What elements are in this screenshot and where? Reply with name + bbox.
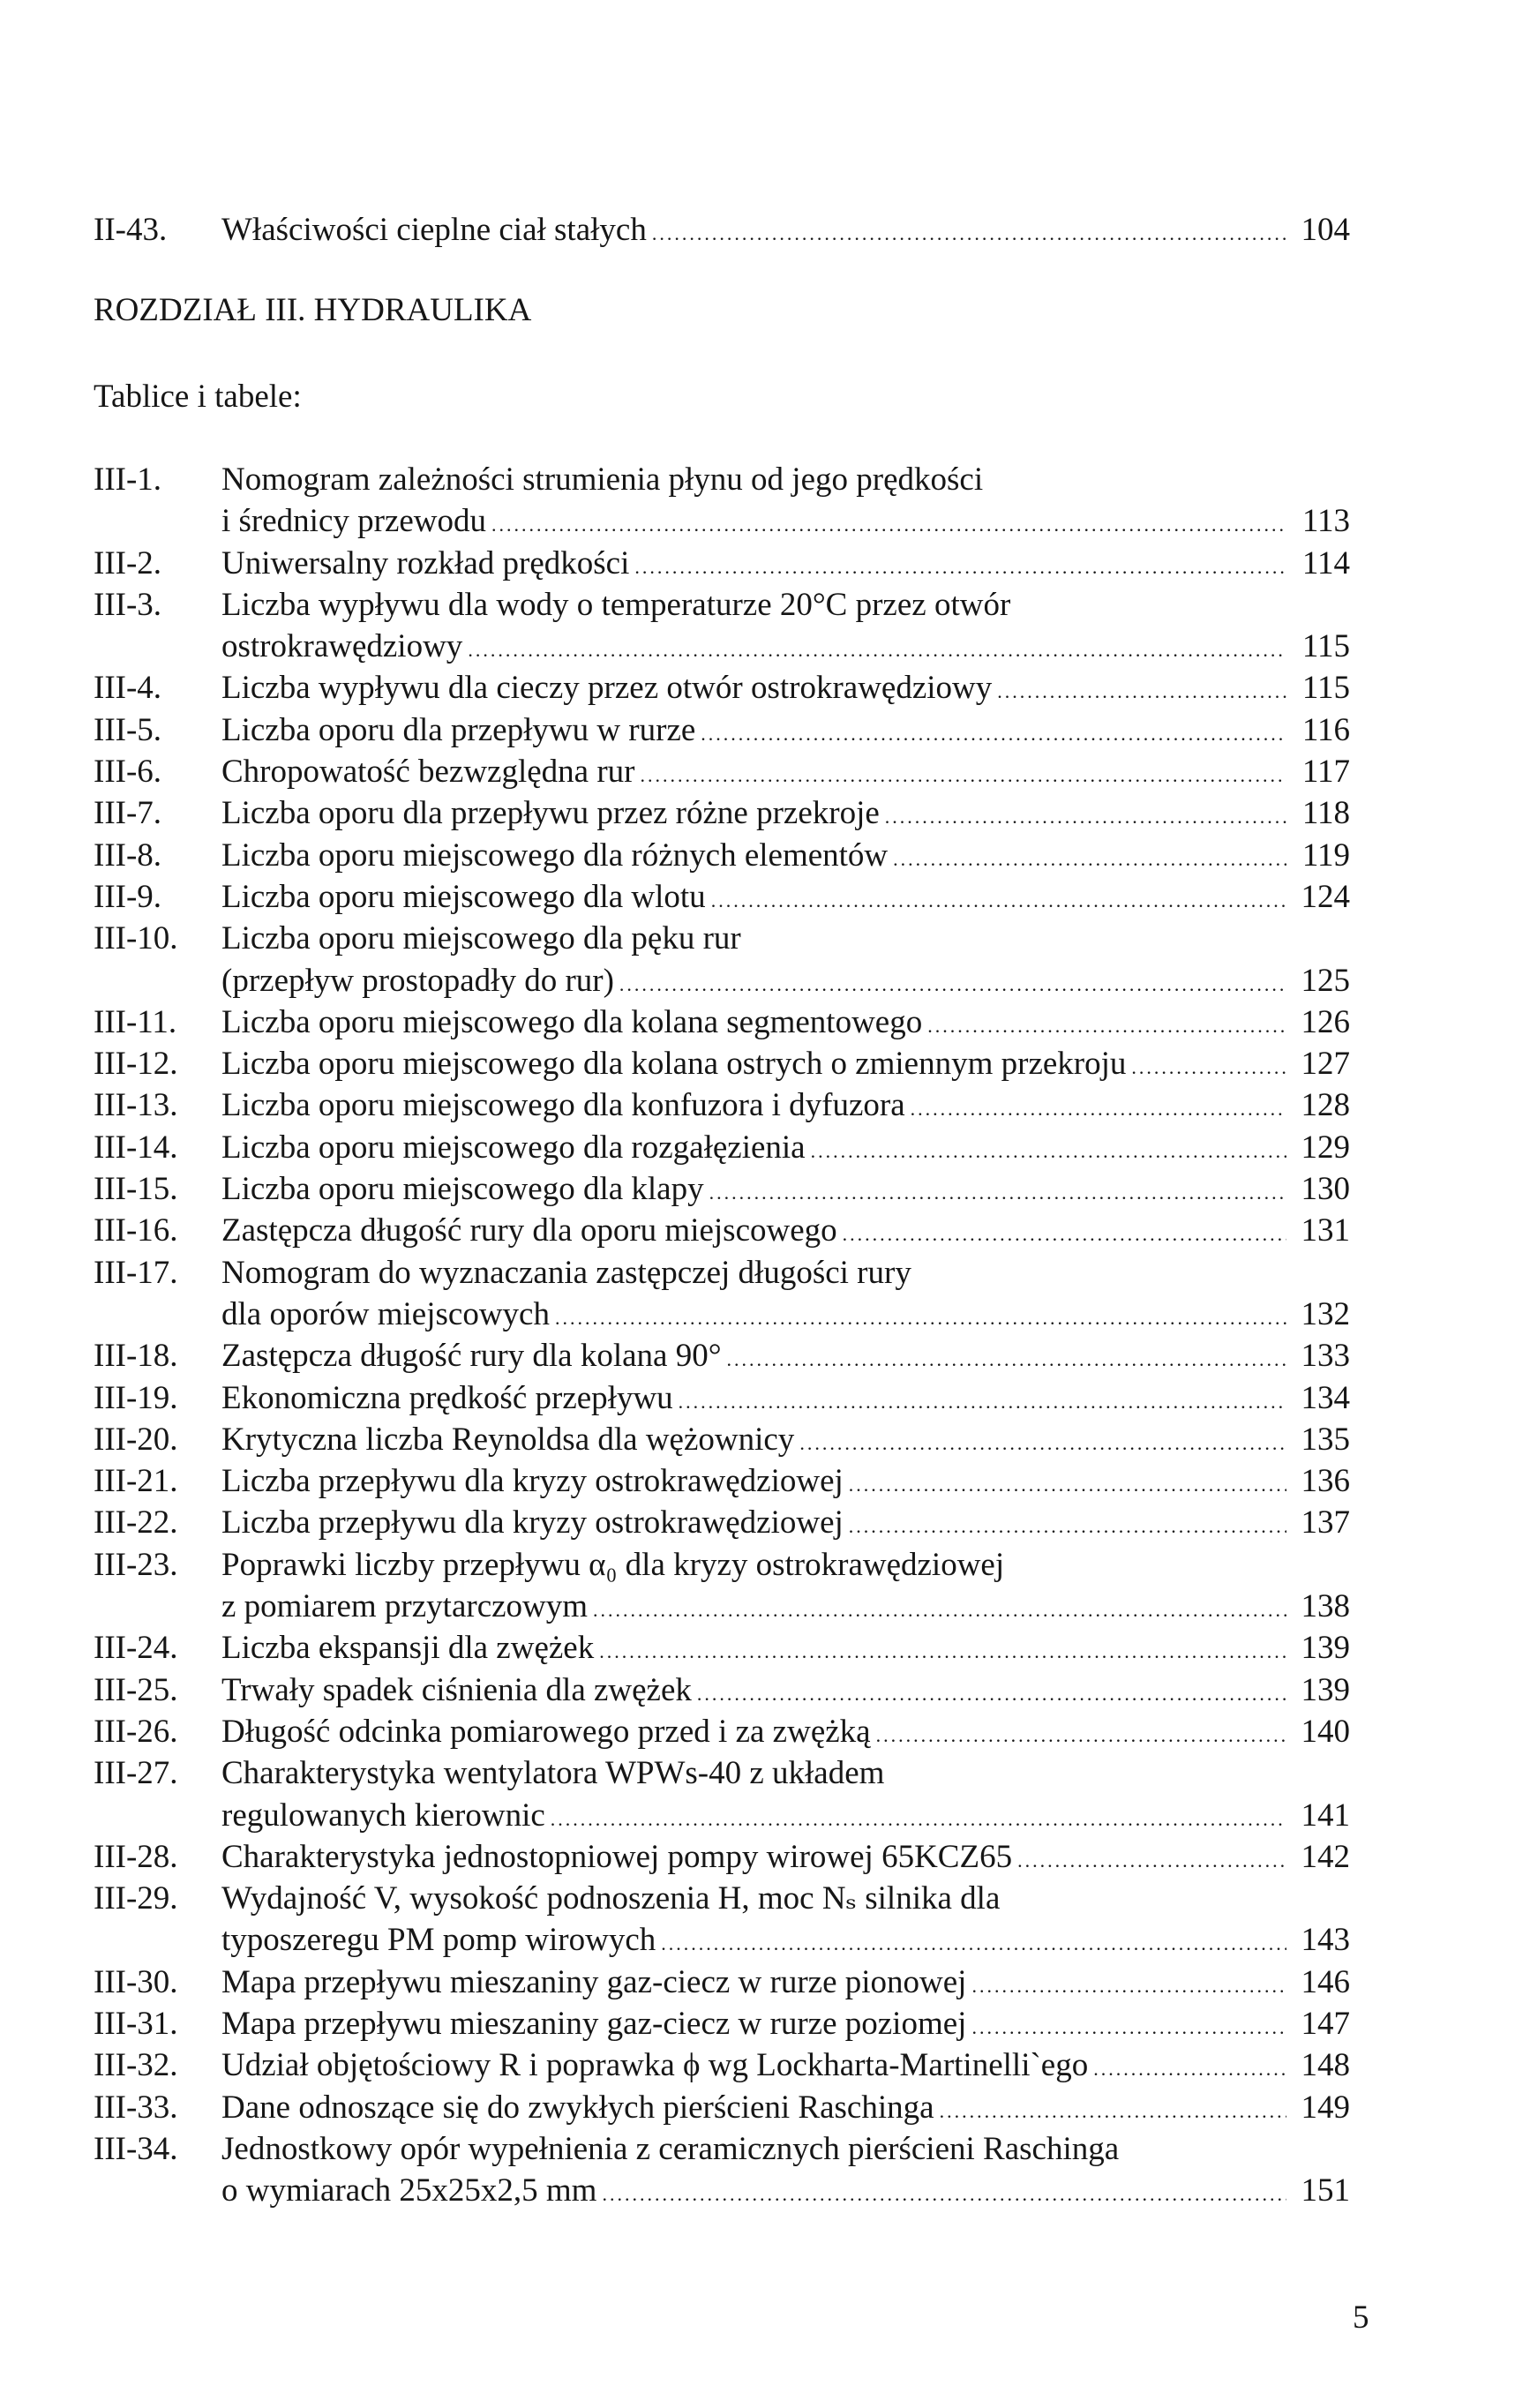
toc-entry [94, 1419, 1350, 1460]
entry-title: Liczba oporu miejscowego dla klapy [221, 1171, 704, 1208]
entry-title: Zastępcza długość rury dla kolana 90° [221, 1338, 722, 1375]
entry-id: III-7. [94, 795, 162, 832]
toc-entry [94, 2087, 1350, 2128]
entry-id: III-29. [94, 1880, 178, 1917]
entry-page: 116 [1301, 711, 1350, 748]
dot-leader [885, 796, 1286, 837]
entry-page: 146 [1301, 1963, 1350, 2000]
toc-entry [94, 1043, 1350, 1084]
entry-id: III-18. [94, 1338, 178, 1375]
dot-leader [599, 1631, 1286, 1672]
toc-entry [94, 1460, 1350, 1502]
entry-title: Liczba oporu miejscowego dla wlotu [221, 878, 706, 915]
dot-leader [1093, 2048, 1286, 2089]
dot-leader [709, 1172, 1286, 1213]
entry-id: III-15. [94, 1171, 178, 1208]
entry-title: Wydajność V, wysokość podnoszenia H, moc Nₛ silnika dla [221, 1880, 1001, 1917]
dot-leader [679, 1381, 1286, 1422]
toc-line [94, 1669, 1350, 1711]
entry-title: Mapa przepływu mieszaniny gaz-ciecz w rurze poziomej [221, 2005, 967, 2042]
entry-title: Liczba wypływu dla wody o temperaturze 20°C przez otwór [221, 586, 1011, 623]
entry-page: 115 [1301, 628, 1350, 665]
toc-line [94, 835, 1350, 876]
entry-id: III-21. [94, 1463, 178, 1500]
entry-id: III-34. [94, 2130, 178, 2167]
toc-line [94, 709, 1350, 751]
dot-leader [619, 964, 1286, 1005]
toc-line [94, 1544, 1350, 1586]
toc-line [94, 1627, 1350, 1669]
entry-title: Chropowatość bezwzględna rur [221, 754, 635, 791]
dot-leader [876, 1714, 1286, 1756]
toc-list [94, 459, 1350, 2211]
subheading-text: Tablice i tabele: [94, 379, 302, 415]
dot-leader [799, 1422, 1286, 1464]
entry-page: 128 [1301, 1087, 1350, 1124]
entry-title: Uniwersalny rozkład prędkości [221, 544, 630, 581]
entry-page: 132 [1301, 1295, 1350, 1332]
toc-line [94, 1795, 1350, 1836]
entry-page: 114 [1301, 544, 1350, 581]
toc-entry [94, 584, 1350, 668]
entry-page: 151 [1301, 2172, 1350, 2209]
entry-id: III-32. [94, 2047, 178, 2084]
toc-line [94, 1084, 1350, 1126]
entry-id: III-25. [94, 1671, 178, 1708]
dot-leader [849, 1505, 1286, 1547]
entry-title: Dane odnoszące się do zwykłych pierścieni Raschinga [221, 2089, 934, 2126]
entry-page: 148 [1301, 2047, 1350, 2084]
entry-title: Liczba oporu miejscowego dla konfuzora i dyfuzora [221, 1087, 905, 1124]
entry-title: Liczba wypływu dla cieczy przez otwór ostrokrawędziowy [221, 670, 993, 707]
toc-entry [94, 1544, 1350, 1628]
dot-leader [634, 546, 1286, 588]
dot-leader [697, 1673, 1286, 1714]
entry-page: 139 [1301, 1630, 1350, 1667]
dot-leader [971, 2007, 1286, 2048]
entry-id: III-12. [94, 1046, 178, 1083]
dot-leader [602, 2173, 1286, 2215]
toc-line [94, 2128, 1350, 2170]
toc-line [94, 459, 1350, 500]
toc-entry [94, 1669, 1350, 1711]
toc-line [94, 1460, 1350, 1502]
entry-title: Liczba oporu miejscowego dla rozgałęzienia [221, 1129, 806, 1166]
entry-id: III-31. [94, 2005, 178, 2042]
entry-title: regulowanych kierownic [221, 1797, 545, 1834]
toc-entry [94, 1335, 1350, 1377]
dot-leader [491, 504, 1286, 545]
dot-leader [971, 1965, 1286, 2007]
entry-id: III-5. [94, 711, 162, 748]
entry-page: 124 [1301, 878, 1350, 915]
toc-line [94, 543, 1350, 584]
toc-entry [94, 1711, 1350, 1752]
entry-page: 119 [1301, 836, 1350, 874]
entry-page: 126 [1301, 1003, 1350, 1040]
entry-id: III-14. [94, 1129, 178, 1166]
dot-leader [701, 713, 1286, 754]
dot-leader [551, 1798, 1286, 1840]
toc-entry [94, 2003, 1350, 2044]
entry-title: Liczba ekspansji dla zwężek [221, 1630, 595, 1667]
entry-id: III-16. [94, 1212, 178, 1249]
toc-line [94, 2044, 1350, 2086]
toc-entry [94, 876, 1350, 918]
dot-leader [811, 1130, 1286, 1172]
toc-entry-prev [94, 209, 1350, 251]
toc-entry [94, 543, 1350, 584]
entry-page: 133 [1301, 1338, 1350, 1375]
entry-title: Krytyczna liczba Reynoldsa dla wężownicy [221, 1421, 795, 1458]
toc-line [94, 1294, 1350, 1335]
toc-entry [94, 835, 1350, 876]
entry-page: 141 [1301, 1797, 1350, 1834]
entry-page: 140 [1301, 1713, 1350, 1750]
entry-page: 134 [1301, 1379, 1350, 1416]
entry-id: III-10. [94, 920, 178, 957]
toc-line [94, 1335, 1350, 1377]
toc-line [94, 792, 1350, 834]
toc-line [94, 960, 1350, 1001]
toc-line [94, 2170, 1350, 2211]
toc-line [94, 667, 1350, 709]
dot-leader [661, 1923, 1286, 1964]
toc-line [94, 1836, 1350, 1878]
entry-title: Liczba oporu miejscowego dla kolana ostrych o zmiennym przekroju [221, 1046, 1127, 1083]
toc-entry [94, 2044, 1350, 2086]
toc-line [94, 1001, 1350, 1043]
entry-page: 130 [1301, 1171, 1350, 1208]
entry-page: 113 [1301, 503, 1350, 540]
toc-entry [94, 1084, 1350, 1126]
chapter-heading [94, 289, 1350, 331]
toc-entry [94, 1001, 1350, 1043]
entry-title: Liczba przepływu dla kryzy ostrokrawędziowej [221, 1504, 844, 1542]
entry-title: Jednostkowy opór wypełnienia z ceramicznych pierścieni Raschinga [221, 2130, 1120, 2167]
entry-title: Nomogram zależności strumienia płynu od jego prędkości [221, 461, 984, 498]
entry-page: 139 [1301, 1671, 1350, 1708]
entry-id: III-2. [94, 544, 162, 581]
toc-line [94, 1210, 1350, 1251]
dot-leader [652, 213, 1286, 254]
entry-title: Liczba oporu dla przepływu przez różne przekroje [221, 795, 880, 832]
dot-leader [843, 1213, 1286, 1255]
entry-id: III-8. [94, 836, 162, 874]
toc-entry [94, 667, 1350, 709]
page-number: 5 [1353, 2299, 1369, 2336]
entry-title: z pomiarem przytarczowym [221, 1588, 589, 1625]
entry-page: 149 [1301, 2089, 1350, 2126]
entry-id: II-43. [94, 212, 168, 248]
toc-entry [94, 1836, 1350, 1878]
toc-entry [94, 1127, 1350, 1168]
toc-entry [94, 792, 1350, 834]
toc-line [94, 1252, 1350, 1294]
entry-title: Długość odcinka pomiarowego przed i za zwężką [221, 1713, 871, 1750]
toc-line [94, 1419, 1350, 1460]
toc-line [94, 1752, 1350, 1794]
entry-page: 143 [1301, 1922, 1350, 1959]
toc-line [94, 584, 1350, 626]
entry-id: III-28. [94, 1838, 178, 1875]
entry-id: III-11. [94, 1003, 177, 1040]
toc-line [94, 1878, 1350, 1919]
toc-line [94, 1962, 1350, 2003]
entry-title: ostrokrawędziowy [221, 628, 463, 665]
entry-page: 131 [1301, 1212, 1350, 1249]
toc-line [94, 1127, 1350, 1168]
toc-entry [94, 1878, 1350, 1962]
entry-page: 147 [1301, 2005, 1350, 2042]
dot-leader [727, 1339, 1286, 1380]
dot-leader [641, 754, 1287, 796]
entry-title: Liczba oporu miejscowego dla różnych elementów [221, 836, 889, 874]
entry-title: (przepływ prostopadły do rur) [221, 962, 614, 999]
toc-entry [94, 1627, 1350, 1669]
dot-leader [927, 1005, 1286, 1046]
toc-line [94, 1711, 1350, 1752]
entry-title: i średnicy przewodu [221, 503, 487, 540]
entry-title: Liczba oporu miejscowego dla pęku rur [221, 920, 741, 957]
entry-id: III-4. [94, 670, 162, 707]
dot-leader [555, 1297, 1286, 1339]
entry-id: III-23. [94, 1546, 178, 1583]
entry-title: Liczba oporu miejscowego dla kolana segmentowego [221, 1003, 923, 1040]
entry-page: 127 [1301, 1046, 1350, 1083]
entry-title: Poprawki liczby przepływu α₀ dla kryzy ostrokrawędziowej [221, 1546, 1005, 1583]
toc-entry [94, 459, 1350, 543]
toc-line [94, 1586, 1350, 1627]
entry-id: III-9. [94, 878, 162, 915]
entry-id: III-27. [94, 1755, 178, 1792]
toc-line [94, 1919, 1350, 1961]
toc-entry [94, 1210, 1350, 1251]
toc-line [94, 1502, 1350, 1543]
dot-leader [997, 671, 1286, 712]
entry-page: 137 [1301, 1504, 1350, 1542]
entry-page: 118 [1301, 795, 1350, 832]
entry-id: III-19. [94, 1379, 178, 1416]
entry-title: typoszeregu PM pomp wirowych [221, 1922, 656, 1959]
entry-title: Charakterystyka jednostopniowej pompy wirowej 65KCZ65 [221, 1838, 1013, 1875]
dot-leader [593, 1589, 1286, 1631]
entry-id: III-6. [94, 754, 162, 791]
entry-title: Właściwości cieplne ciał stałych [221, 212, 647, 248]
entry-page: 104 [1301, 212, 1350, 248]
toc-line [94, 1043, 1350, 1084]
toc-entry [94, 1962, 1350, 2003]
entry-id: III-26. [94, 1713, 178, 1750]
dot-leader [849, 1464, 1286, 1505]
entry-id: III-1. [94, 461, 162, 498]
entry-page: 138 [1301, 1588, 1350, 1625]
toc-entry [94, 751, 1350, 792]
toc-entry [94, 709, 1350, 751]
entry-title: Ekonomiczna prędkość przepływu [221, 1379, 673, 1416]
entry-page: 129 [1301, 1129, 1350, 1166]
toc-entry [94, 1252, 1350, 1336]
toc-entry [94, 1502, 1350, 1543]
entry-page: 135 [1301, 1421, 1350, 1458]
toc-entry [94, 1168, 1350, 1210]
toc-line [94, 500, 1350, 542]
dot-leader [1131, 1046, 1286, 1088]
entry-title: Mapa przepływu mieszaniny gaz-ciecz w rurze pionowej [221, 1963, 967, 2000]
entry-title: Trwały spadek ciśnienia dla zwężek [221, 1671, 692, 1708]
toc-line [94, 876, 1350, 918]
entry-title: Nomogram do wyznaczania zastępczej długości rury [221, 1254, 911, 1291]
dot-leader [911, 1088, 1286, 1129]
dot-leader [468, 629, 1286, 671]
entry-id: III-20. [94, 1421, 178, 1458]
entry-page: 115 [1301, 670, 1350, 707]
entry-page: 136 [1301, 1463, 1350, 1500]
entry-page: 125 [1301, 962, 1350, 999]
section-subheading [94, 376, 1350, 417]
entry-page: 142 [1301, 1838, 1350, 1875]
entry-title: Liczba oporu dla przepływu w rurze [221, 711, 696, 748]
toc-entry [94, 2128, 1350, 2212]
entry-id: III-13. [94, 1087, 178, 1124]
toc-line [94, 751, 1350, 792]
entry-title: Udział objętościowy R i poprawka ϕ wg Lockharta-Martinelli`ego [221, 2047, 1089, 2084]
toc-line [94, 918, 1350, 959]
entry-title: Zastępcza długość rury dla oporu miejscowego [221, 1212, 837, 1249]
toc-entry [94, 1752, 1350, 1836]
entry-title: Charakterystyka wentylatora WPWs-40 z układem [221, 1755, 885, 1792]
toc-entry [94, 918, 1350, 1001]
entry-id: III-3. [94, 586, 162, 623]
dot-leader [940, 2090, 1286, 2132]
toc-line [94, 1377, 1350, 1419]
entry-title: dla oporów miejscowych [221, 1295, 550, 1332]
chapter-title: ROZDZIAŁ III. HYDRAULIKA [94, 292, 532, 328]
entry-id: III-30. [94, 1963, 178, 2000]
entry-id: III-17. [94, 1254, 178, 1291]
toc-line [94, 1168, 1350, 1210]
dot-leader [1017, 1840, 1286, 1881]
entry-title: o wymiarach 25x25x2,5 mm [221, 2172, 597, 2209]
entry-id: III-22. [94, 1504, 178, 1542]
toc-line [94, 626, 1350, 667]
toc-line [94, 2087, 1350, 2128]
toc-entry [94, 1377, 1350, 1419]
entry-page: 117 [1301, 754, 1350, 791]
entry-title: Liczba przepływu dla kryzy ostrokrawędziowej [221, 1463, 844, 1500]
entry-id: III-33. [94, 2089, 178, 2126]
dot-leader [711, 880, 1286, 921]
toc-line [94, 2003, 1350, 2044]
entry-id: III-24. [94, 1630, 178, 1667]
dot-leader [893, 838, 1286, 880]
